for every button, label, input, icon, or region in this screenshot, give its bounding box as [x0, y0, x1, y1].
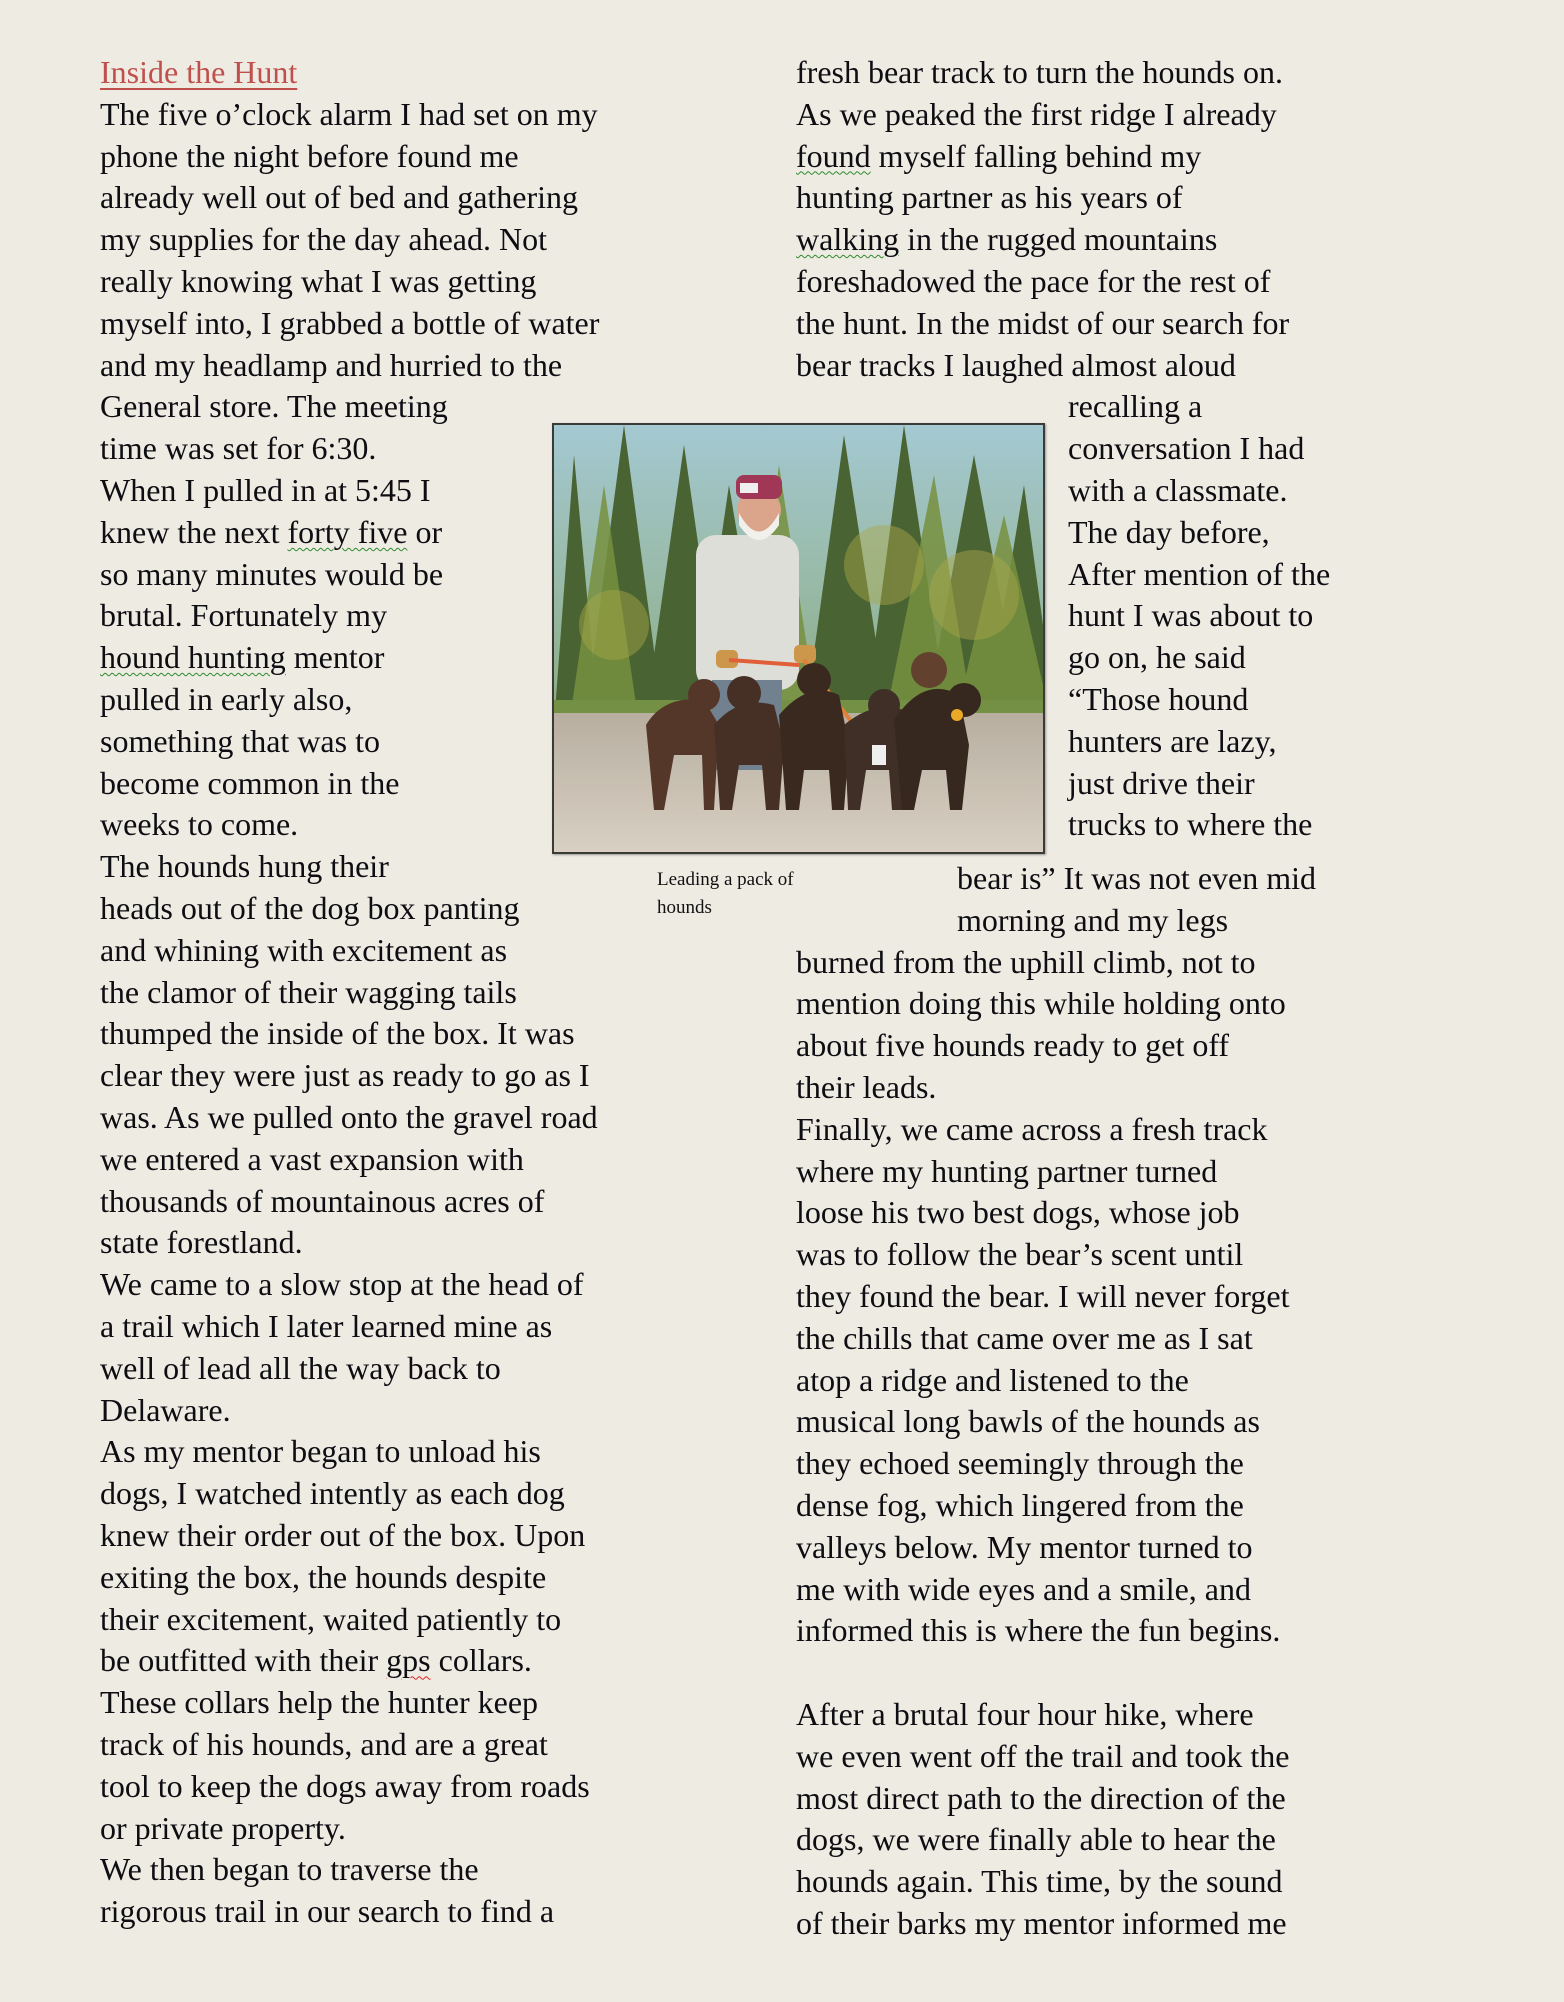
text-line: bear is” It was not even mid — [957, 860, 1316, 896]
text-line: atop a ridge and listened to the — [796, 1361, 1189, 1398]
text-line: really knowing what I was getting — [100, 263, 537, 299]
text-line: exiting the box, the hounds despite — [100, 1558, 547, 1595]
text-line: something that was to — [100, 722, 380, 759]
text-line: the clamor of their wagging tails — [100, 973, 517, 1010]
text-line: After mention of the — [1068, 555, 1331, 592]
text-line: hound hunting mentor — [100, 639, 385, 676]
text-line: knew their order out of the box. Upon — [100, 1517, 586, 1553]
text-line: most direct path to the direction of the — [796, 1779, 1286, 1816]
text-line: recalling a — [1068, 388, 1203, 425]
text-line: was to follow the bear’s scent until — [796, 1236, 1244, 1273]
text-line: As my mentor began to unload his — [100, 1433, 541, 1470]
caption-line: Leading a pack of — [657, 869, 794, 890]
text-line: We came to a slow stop at the head of — [100, 1266, 584, 1303]
text-line: rigorous trail in our search to find a — [100, 1893, 555, 1930]
text-line: thumped the inside of the box. It was — [100, 1015, 575, 1052]
text-line: conversation I had — [1068, 430, 1305, 467]
text-line: walking in the rugged mountains — [796, 221, 1218, 258]
document-title: Inside the Hunt — [100, 54, 298, 90]
photo-caption — [657, 866, 794, 922]
text-line: state forestland. — [100, 1224, 303, 1261]
text-line: tool to keep the dogs away from roads — [100, 1767, 590, 1804]
text-line: we even went off the trail and took the — [796, 1737, 1290, 1774]
text-line: found myself falling behind my — [796, 137, 1202, 174]
text-line: my supplies for the day ahead. Not — [100, 221, 547, 258]
text-line: After a brutal four hour hike, where — [796, 1696, 1254, 1732]
text-line: valleys below. My mentor turned to — [796, 1528, 1253, 1565]
text-line: clear they were just as ready to go as I — [100, 1057, 590, 1094]
photo-figure — [552, 423, 1045, 854]
text-line: so many minutes would be — [100, 555, 444, 592]
text-line: As we peaked the first ridge I already — [796, 95, 1277, 132]
text-line: time was set for 6:30. — [100, 430, 377, 467]
text-line: bear tracks I laughed almost aloud — [796, 346, 1236, 383]
text-line: a trail which I later learned mine as — [100, 1308, 553, 1344]
text-line: When I pulled in at 5:45 I — [100, 472, 431, 508]
text-line: well of lead all the way back to — [100, 1349, 501, 1386]
text-line: they found the bear. I will never forget — [796, 1278, 1290, 1314]
text-line: fresh bear track to turn the hounds on. — [796, 54, 1283, 90]
text-line: the hunt. In the midst of our search for — [796, 304, 1290, 341]
text-line: me with wide eyes and a smile, and — [796, 1570, 1251, 1607]
text-line: be outfitted with their gps collars. — [100, 1642, 532, 1679]
text-line: track of his hounds, and are a great — [100, 1726, 548, 1762]
text-line: Finally, we came across a fresh track — [796, 1110, 1268, 1147]
text-line: brutal. Fortunately my — [100, 597, 388, 634]
text-line: The hounds hung their — [100, 848, 389, 885]
text-line: about five hounds ready to get off — [796, 1027, 1230, 1064]
text-line: of their barks my mentor informed me — [796, 1905, 1287, 1941]
grammar-flagged-word: forty five — [287, 513, 408, 550]
text-line: These collars help the hunter keep — [100, 1684, 539, 1721]
text-line: their leads. — [796, 1069, 937, 1105]
text-line: The day before, — [1068, 513, 1270, 550]
text-line: knew the next forty five or — [100, 513, 443, 550]
text-line: Delaware. — [100, 1391, 231, 1428]
text-line: heads out of the dog box panting — [100, 890, 520, 926]
text-line: become common in the — [100, 764, 400, 801]
caption-line: hounds — [657, 897, 712, 918]
text-line: with a classmate. — [1068, 472, 1288, 508]
text-line: informed this is where the fun begins. — [796, 1612, 1281, 1649]
text-line: hunt I was about to — [1068, 597, 1314, 634]
text-line: dogs, we were finally able to hear the — [796, 1821, 1276, 1858]
text-line: dogs, I watched intently as each dog — [100, 1475, 565, 1512]
text-line: We then began to traverse the — [100, 1851, 479, 1888]
text-line: “Those hound — [1068, 681, 1249, 717]
text-line: where my hunting partner turned — [796, 1152, 1218, 1189]
text-line: thousands of mountainous acres of — [100, 1182, 545, 1219]
text-line: hunting partner as his years of — [796, 179, 1183, 216]
text-line: they echoed seemingly through the — [796, 1445, 1244, 1482]
text-line: hounds again. This time, by the sound — [796, 1863, 1283, 1900]
text-line: loose his two best dogs, whose job — [796, 1194, 1240, 1231]
text-line: phone the night before found me — [100, 137, 519, 174]
grammar-flagged-word: hound hunting — [100, 639, 286, 676]
text-line: mention doing this while holding onto — [796, 985, 1286, 1022]
text-line: was. As we pulled onto the gravel road — [100, 1099, 598, 1135]
text-line: General store. The meeting — [100, 388, 448, 425]
text-line: or private property. — [100, 1809, 346, 1846]
text-line: their excitement, waited patiently to — [100, 1600, 562, 1637]
photo-man-with-hounds — [554, 425, 1043, 852]
text-line: already well out of bed and gathering — [100, 179, 579, 216]
text-line: the chills that came over me as I sat — [796, 1319, 1253, 1356]
text-line: foreshadowed the pace for the rest of — [796, 263, 1271, 299]
text-line: weeks to come. — [100, 806, 299, 843]
text-line: pulled in early also, — [100, 681, 353, 717]
text-line: myself into, I grabbed a bottle of water — [100, 304, 600, 341]
text-line: dense fog, which lingered from the — [796, 1487, 1244, 1523]
text-line: The five o’clock alarm I had set on my — [100, 95, 598, 132]
spelling-flagged-word: gps — [386, 1642, 431, 1679]
text-line: hunters are lazy, — [1068, 722, 1277, 759]
text-line: musical long bawls of the hounds as — [796, 1403, 1260, 1440]
text-line: go on, he said — [1068, 639, 1246, 676]
text-line: and my headlamp and hurried to the — [100, 346, 563, 383]
text-line: just drive their — [1068, 764, 1255, 801]
text-line: and whining with excitement as — [100, 931, 508, 968]
text-line: trucks to where the — [1068, 806, 1313, 843]
text-line: burned from the uphill climb, not to — [796, 943, 1256, 980]
grammar-flagged-word: walking — [796, 221, 900, 258]
text-line: morning and my legs — [957, 901, 1229, 938]
grammar-flagged-word: found — [796, 137, 871, 174]
text-line: we entered a vast expansion with — [100, 1140, 524, 1177]
